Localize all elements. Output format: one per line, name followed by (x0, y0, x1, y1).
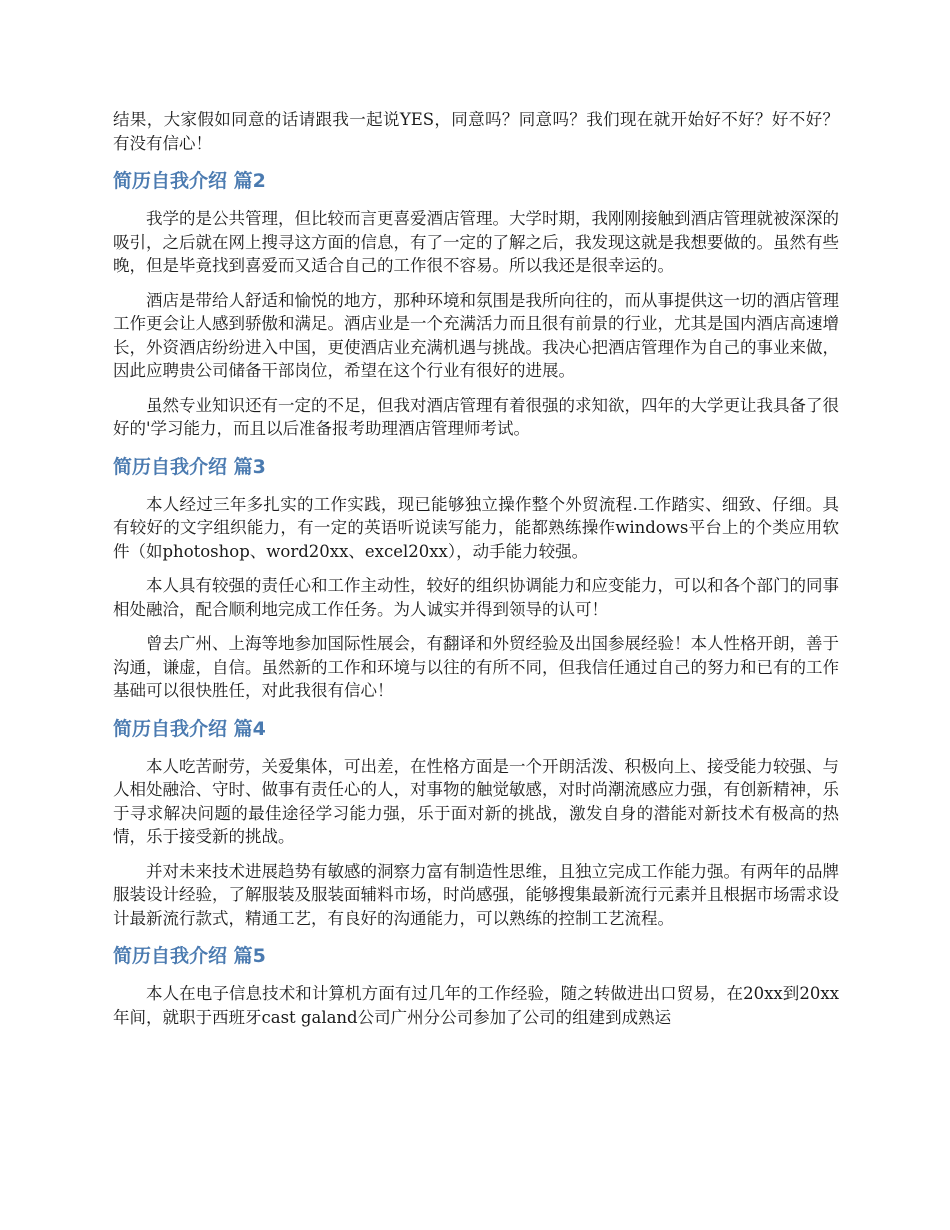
section-4-paragraph-1: 本人吃苦耐劳，关爱集体，可出差，在性格方面是一个开朗活泼、积极向上、接受能力较强、与人相处融洽、守时、做事有责任心的人，对事物的触觉敏感，对时尚潮流感应力强，有创新精神，乐于寻求解决问题的最佳途径学习能力强，乐于面对新的挑战，激发自身的潜能对新技术有极高的热情，乐于接受新的挑战。 (113, 756, 839, 846)
section-5-paragraph-1: 本人在电子信息技术和计算机方面有过几年的工作经验，随之转做进出口贸易，在20xx到20xx年间，就职于西班牙cast galand公司广州分公司参加了公司的组建到成熟运 (113, 984, 839, 1027)
section-4-heading: 简历自我介绍 篇4 (113, 717, 266, 740)
section-2-heading: 简历自我介绍 篇2 (113, 170, 266, 192)
section-5-heading: 简历自我介绍 篇5 (113, 945, 266, 967)
section-2-paragraph-2: 酒店是带给人舒适和愉悦的地方，那种环境和氛围是我所向往的，而从事提供这一切的酒店管理工作更会让人感到骄傲和满足。酒店业是一个充满活力而且很有前景的行业，尤其是国内酒店高速增长，外资酒店纷纷进入中国，更使酒店业充满机遇与挑战。我决心把酒店管理作为自己的事业来做，因此应聘贵公司储备干部岗位，希望在这个行业有很好的进展。 (113, 290, 839, 380)
intro-tail-paragraph: 结果，大家假如同意的话请跟我一起说YES，同意吗？同意吗？我们现在就开始好不好？好不好？有没有信心！ (113, 110, 839, 153)
section-3-paragraph-3: 曾去广州、上海等地参加国际性展会，有翻译和外贸经验及出国参展经验！本人性格开朗，善于沟通，谦虚，自信。虽然新的工作和环境与以往的有所不同，但我信任通过自己的努力和已有的工作基础可以很快胜任，对此我很有信心！ (113, 634, 839, 700)
section-3-heading: 简历自我介绍 篇3 (113, 455, 266, 478)
section-4-paragraph-2: 并对未来技术进展趋势有敏感的洞察力富有制造性思维，且独立完成工作能力强。有两年的品牌服装设计经验，了解服装及服装面辅料市场，时尚感强，能够搜集最新流行元素并且根据市场需求设计最新流行款式，精通工艺，有良好的沟通能力，可以熟练的控制工艺流程。 (113, 861, 839, 928)
document-page (113, 108, 839, 1040)
section-2-paragraph-3: 虽然专业知识还有一定的不足，但我对酒店管理有着很强的求知欲，四年的大学更让我具备了很好的'学习能力，而且以后准备报考助理酒店管理师考试。 (113, 395, 839, 438)
section-3-paragraph-2: 本人具有较强的责任心和工作主动性，较好的组织协调能力和应变能力，可以和各个部门的同事相处融洽，配合顺利地完成工作任务。为人诚实并得到领导的认可！ (113, 576, 839, 619)
section-2-paragraph-1: 我学的是公共管理，但比较而言更喜爱酒店管理。大学时期，我刚刚接触到酒店管理就被深深的吸引，之后就在网上搜寻这方面的信息，有了一定的了解之后，我发现这就是我想要做的。虽然有些晚，但是毕竟找到喜爱而又适合自己的工作很不容易。所以我还是很幸运的。 (113, 209, 839, 275)
section-3-paragraph-1: 本人经过三年多扎实的工作实践，现已能够独立操作整个外贸流程.工作踏实、细致、仔细。具有较好的文字组织能力，有一定的英语听说读写能力，能都熟练操作windows平台上的个类应用软件（如photoshop、word20xx、excel20xx），动手能力较强。 (113, 494, 839, 561)
